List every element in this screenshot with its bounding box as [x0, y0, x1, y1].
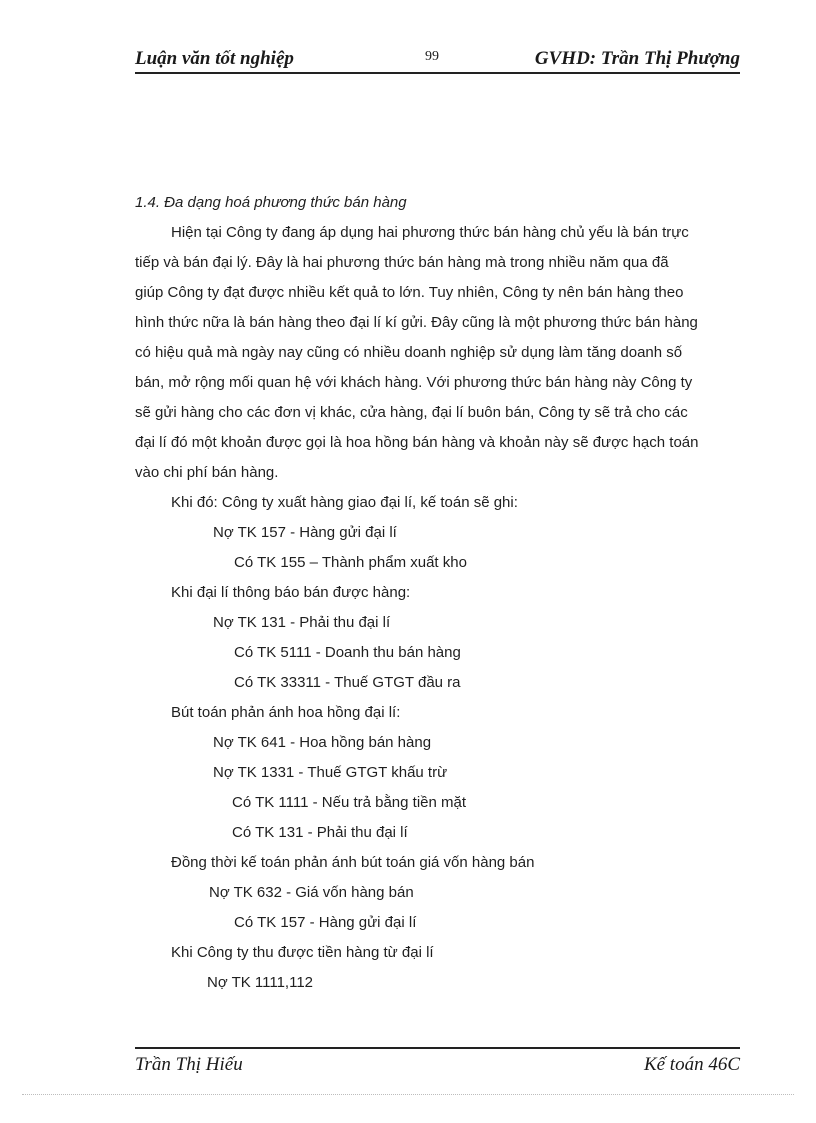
entry-credit: Có TK 131 - Phải thu đại lí [232, 824, 408, 841]
paragraph-line: sẽ gửi hàng cho các đơn vị khác, cửa hàng, đại lí buôn bán, Công ty sẽ trả cho các [135, 404, 688, 421]
paragraph-line: bán, mở rộng mối quan hệ với khách hàng. Với phương thức bán hàng này Công ty [135, 374, 693, 391]
entry-instruction: Bút toán phản ánh hoa hồng đại lí: [171, 704, 401, 721]
entry-debit: Nợ TK 632 - Giá vốn hàng bán [209, 884, 414, 901]
page-edge-divider [22, 1094, 794, 1095]
page-header [135, 46, 740, 74]
entry-debit: Nợ TK 641 - Hoa hồng bán hàng [213, 734, 432, 751]
entry-instruction: Khi Công ty thu được tiền hàng từ đại lí [171, 944, 434, 961]
entry-debit: Nợ TK 1111,112 [207, 974, 314, 991]
entry-credit: Có TK 157 - Hàng gửi đại lí [234, 914, 417, 931]
thesis-title: Luận văn tốt nghiệp [135, 48, 294, 69]
entry-credit: Có TK 5111 - Doanh thu bán hàng [234, 644, 461, 661]
paragraph-line: Hiện tại Công ty đang áp dụng hai phương thức bán hàng chủ yếu là bán trực [171, 224, 689, 241]
paragraph-line: vào chi phí bán hàng. [135, 464, 279, 481]
section-title: 1.4. Đa dạng hoá phương thức bán hàng [135, 194, 407, 211]
header-divider [135, 72, 740, 74]
page-number: 99 [425, 49, 439, 64]
entry-credit: Có TK 1111 - Nếu trả bằng tiền mặt [232, 794, 467, 811]
author-name: Trần Thị Hiếu [135, 1054, 243, 1075]
paragraph-line: tiếp và bán đại lý. Đây là hai phương thức bán hàng mà trong nhiều năm qua đã [135, 254, 669, 271]
entry-credit: Có TK 155 – Thành phẩm xuất kho [234, 554, 467, 571]
class-name: Kế toán 46C [643, 1054, 740, 1075]
entry-debit: Nợ TK 157 - Hàng gửi đại lí [213, 524, 397, 541]
entry-debit: Nợ TK 1331 - Thuế GTGT khấu trừ [213, 764, 448, 781]
supervisor-name: GVHD: Trần Thị Phượng [534, 48, 740, 69]
paragraph-line: có hiệu quả mà ngày nay cũng có nhiều doanh nghiệp sử dụng làm tăng doanh số [135, 344, 683, 361]
paragraph-line: hình thức nữa là bán hàng theo đại lí kí gửi. Đây cũng là một phương thức bán hàng [135, 314, 698, 331]
paragraph-line: đại lí đó một khoản được gọi là hoa hồng bán hàng và khoản này sẽ được hạch toán [135, 434, 699, 451]
entry-debit: Nợ TK 131 - Phải thu đại lí [213, 614, 391, 631]
entry-instruction: Khi đại lí thông báo bán được hàng: [171, 584, 411, 601]
entry-credit: Có TK 33311 - Thuế GTGT đầu ra [234, 674, 461, 691]
entry-instruction: Đồng thời kế toán phản ánh bút toán giá vốn hàng bán [171, 854, 535, 871]
paragraph-line: giúp Công ty đạt được nhiều kết quả to lớn. Tuy nhiên, Công ty nên bán hàng theo [135, 284, 684, 301]
entry-instruction: Khi đó: Công ty xuất hàng giao đại lí, kế toán sẽ ghi: [171, 494, 518, 511]
footer-divider [135, 1047, 740, 1049]
